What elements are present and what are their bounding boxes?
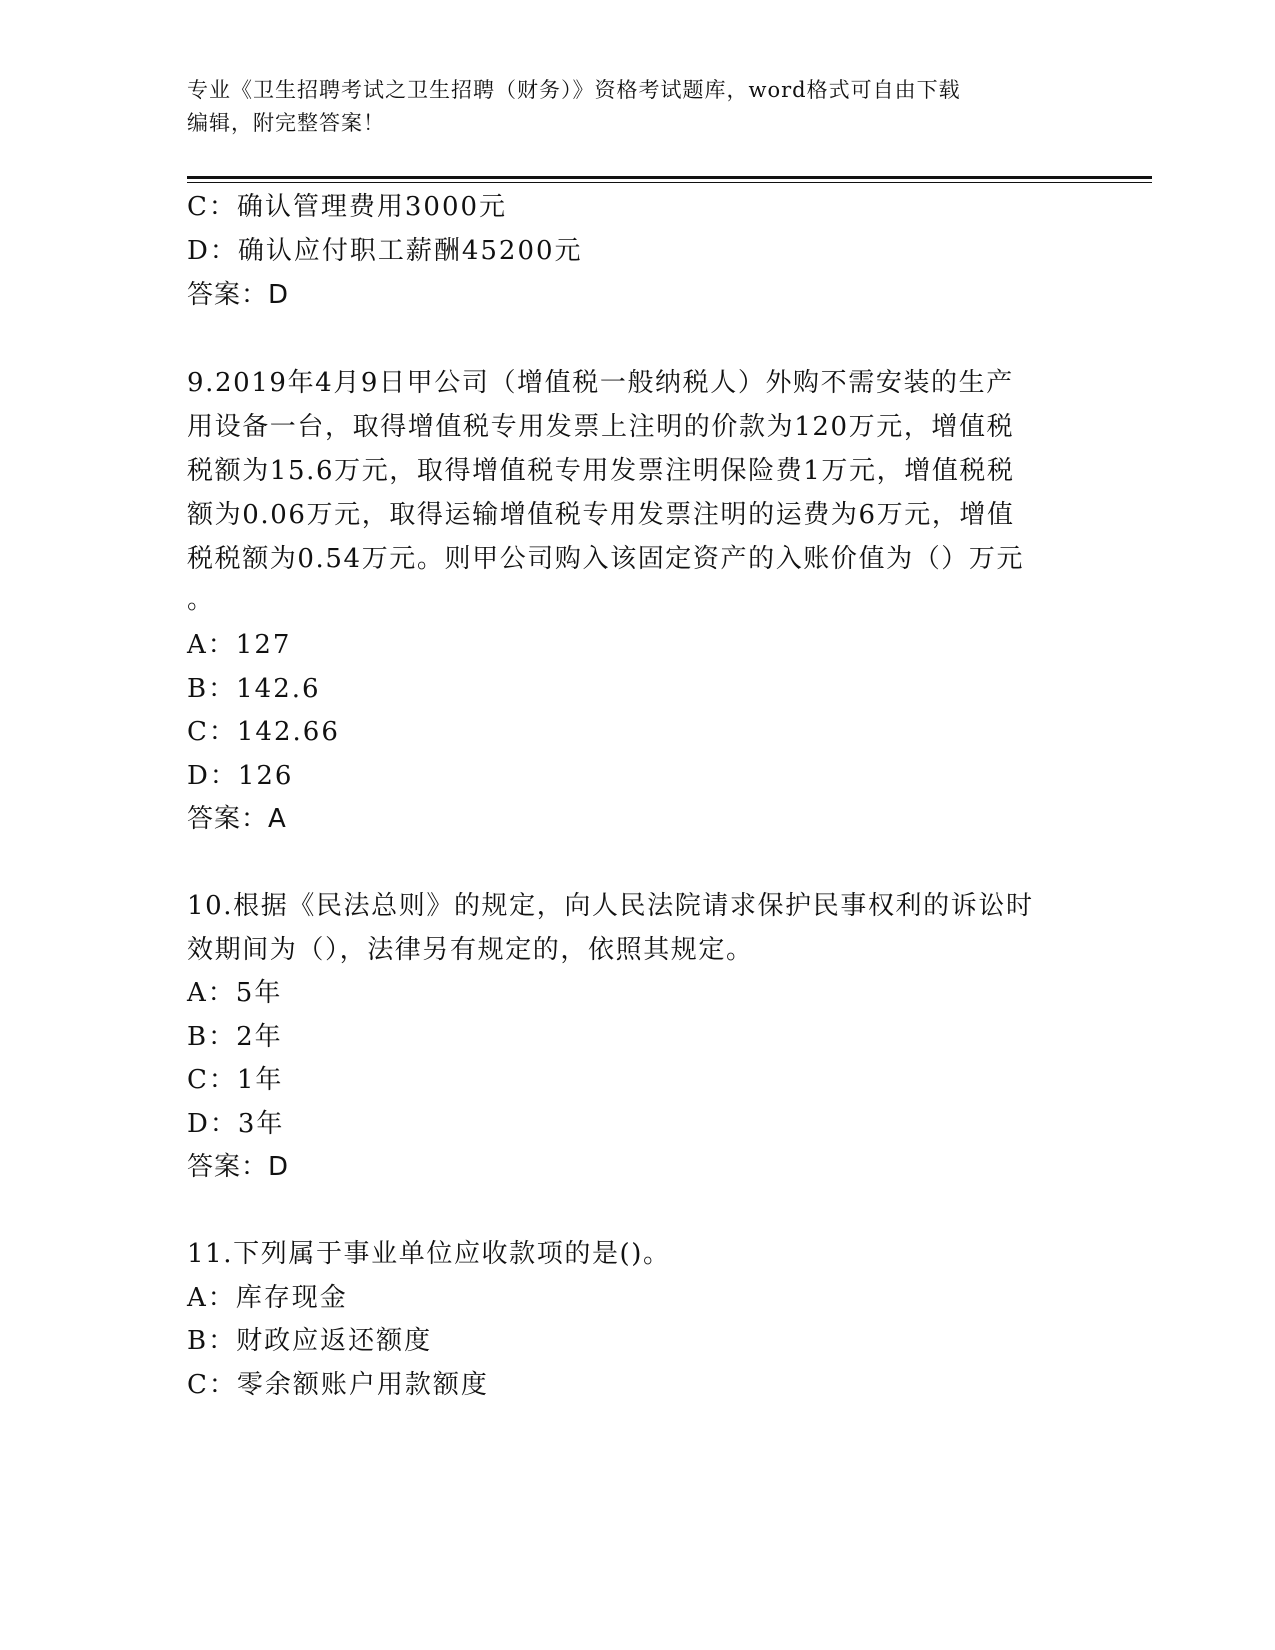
q10-stem-line-2: 效期间为（），法律另有规定的，依照其规定。	[187, 935, 754, 965]
q9-option-b: B：142.6	[187, 674, 321, 704]
document-header	[187, 74, 1087, 140]
q9-stem-line-5: 税税额为0.54万元。则甲公司购入该固定资产的入账价值为（）万元	[187, 544, 1025, 574]
q9-stem-line-6: 。	[187, 585, 215, 615]
header-rule-thin	[187, 182, 1152, 183]
q10-option-b: B：2年	[187, 1022, 283, 1052]
q8-option-c: C：确认管理费用3000元	[187, 192, 508, 222]
q9-answer: 答案：A	[187, 804, 287, 834]
q10-option-c: C：1年	[187, 1065, 284, 1095]
header-rule-thick	[187, 176, 1152, 179]
q9-option-a: A：127	[187, 630, 292, 660]
q10-option-d: D：3年	[187, 1109, 285, 1139]
q9-option-c: C：142.66	[187, 717, 340, 747]
header-line-1: 专业《卫生招聘考试之卫生招聘（财务）》资格考试题库，word格式可自由下载	[187, 78, 961, 102]
q9-stem-line-1: 9.2019年4月9日甲公司（增值税一般纳税人）外购不需安装的生产	[187, 368, 1014, 398]
q11-option-b: B：财政应返还额度	[187, 1326, 433, 1356]
q9-option-d: D：126	[187, 761, 294, 791]
q10-option-a: A：5年	[187, 978, 283, 1008]
q11-option-a: A：库存现金	[187, 1283, 348, 1313]
q8-answer: 答案：D	[187, 280, 290, 310]
header-line-2: 编辑，附完整答案！	[187, 111, 385, 135]
q11-stem: 11.下列属于事业单位应收款项的是()。	[187, 1239, 671, 1269]
q9-stem-line-3: 税额为15.6万元，取得增值税专用发票注明保险费1万元，增值税税	[187, 456, 1015, 486]
q10-stem-line-1: 10.根据《民法总则》的规定，向人民法院请求保护民事权利的诉讼时	[187, 891, 1034, 921]
q11-option-c: C：零余额账户用款额度	[187, 1370, 489, 1400]
q10-answer: 答案：D	[187, 1152, 290, 1182]
q8-option-d: D：确认应付职工薪酬45200元	[187, 236, 583, 266]
q9-stem-line-4: 额为0.06万元，取得运输增值税专用发票注明的运费为6万元，增值	[187, 500, 1015, 530]
q9-stem-line-2: 用设备一台，取得增值税专用发票上注明的价款为120万元，增值税	[187, 412, 1015, 442]
